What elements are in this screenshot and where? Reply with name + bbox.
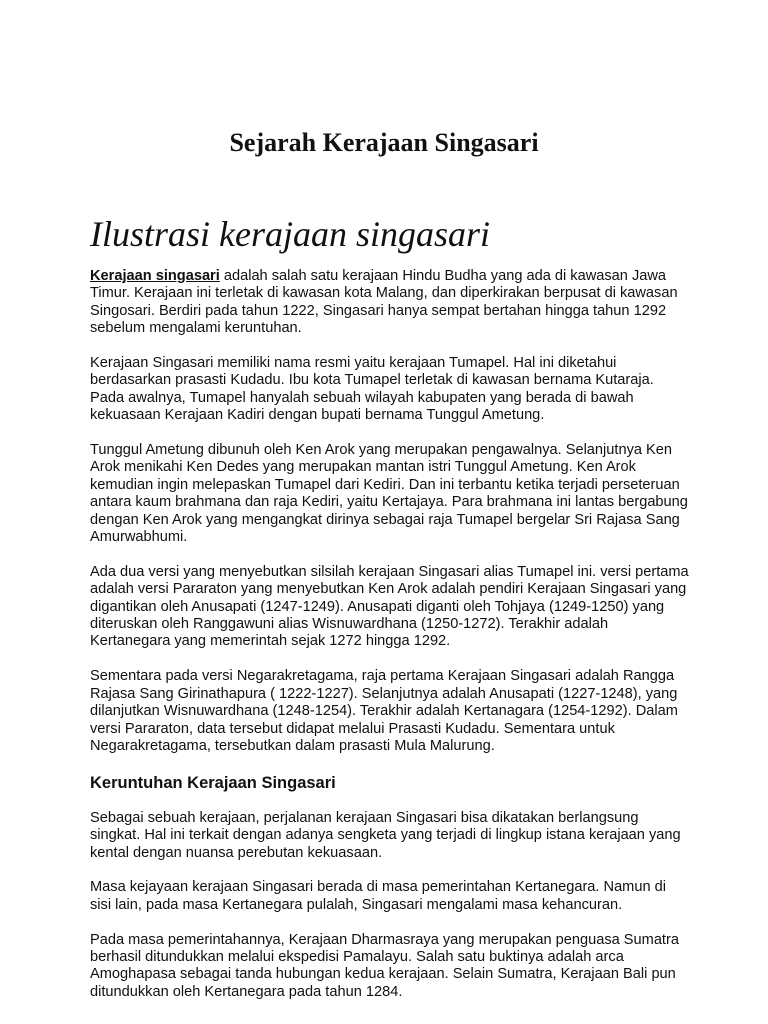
section-heading-keruntuhan: Keruntuhan Kerajaan Singasari [90, 773, 336, 792]
paragraph-pamalayu: Pada masa pemerintahannya, Kerajaan Dharmasraya yang merupakan penguasa Sumatra berhasil ditundukkan melalui ekspedisi Pamalayu. Salah satu buktinya adalah arca Amoghapasa sebagai tanda hubungan kedua kerajaan. Selain Sumatra, Kerajaan Bali pun ditundukkan oleh Kertanegara pada tahun 1284. [90, 931, 679, 1000]
document-body [90, 268, 690, 1019]
paragraph-sengketa: Sebagai sebuah kerajaan, perjalanan kerajaan Singasari bisa dikatakan berlangsung singkat. Hal ini terkait dengan adanya sengketa yang terjadi di lingkup istana kerajaan yang kental dengan nuansa perebutan kekuasaan. [90, 809, 681, 861]
paragraph-ken-arok: Tunggul Ametung dibunuh oleh Ken Arok yang merupakan pengawalnya. Selanjutnya Ken Arok menikahi Ken Dedes yang merupakan mantan istri Tunggul Ametung. Ken Arok kemudian ingin melepaskan Tumapel dari Kediri. Dan ini terbantu ketika terjadi perseteruan antara kaum brahmana dan raja Kediri, yaitu Kertajaya. Para brahmana ini lantas bergabung dengan Ken Arok yang mengangkat dirinya sebagai raja Tumapel bergelar Sri Rajasa Sang Amurwabhumi. [90, 442, 688, 546]
paragraph-intro-text: adalah salah satu kerajaan Hindu Budha yang ada di kawasan Jawa Timur. Kerajaan ini terletak di kawasan kota Malang, dan diperkirakan berpusat di kawasan Singosari. Berdiri pada tahun 1222, Singasari hanya sempat bertahan hingga tahun 1292 sebelum mengalami keruntuhan. [90, 268, 678, 337]
paragraph-kejayaan: Masa kejayaan kerajaan Singasari berada di masa pemerintahan Kertanegara. Namun di sisi lain, pada masa Kertanegara pulalah, Singasari mengalami masa kehancuran. [90, 879, 666, 913]
kerajaan-singasari-link[interactable]: Kerajaan singasari [90, 268, 220, 284]
paragraph-pararaton: Ada dua versi yang menyebutkan silsilah kerajaan Singasari alias Tumapel ini. versi pertama adalah versi Pararaton yang menyebutkan Ken Arok adalah pendiri Kerajaan Singasari yang digantikan oleh Anusapati (1247-1249). Anusapati diganti oleh Tohjaya (1249-1250) yang diteruskan oleh Ranggawuni alias Wisnuwardhana (1250-1272). Terakhir adalah Kertanegara yang memerintah sejak 1272 hingga 1292. [90, 563, 689, 650]
paragraph-intro [90, 268, 690, 338]
page-title: Sejarah Kerajaan Singasari [229, 128, 539, 157]
paragraph-negarakretagama: Sementara pada versi Negarakretagama, raja pertama Kerajaan Singasari adalah Rangga Rajasa Sang Girinathapura ( 1222-1227). Selanjutnya adalah Anusapati (1227-1248), yang dilanjutkan Wisnuwardhana (1248-1254). Terakhir adalah Kertanagara (1254-1292). Dalam versi Pararaton, data tersebut didapat melalui Prasasti Kudadu. Sementara untuk Negarakretagama, tersebutkan dalam prasasti Mula Malurung. [90, 668, 678, 754]
section-subtitle: Ilustrasi kerajaan singasari [90, 214, 491, 254]
paragraph-tumapel: Kerajaan Singasari memiliki nama resmi yaitu kerajaan Tumapel. Hal ini diketahui berdasarkan prasasti Kudadu. Ibu kota Tumapel terletak di kawasan bernama Kutaraja. Pada awalnya, Tumapel hanyalah sebuah wilayah kabupaten yang berada di bawah kekuasaan Kerajaan Kadiri dengan bupati bernama Tunggul Ametung. [90, 355, 654, 424]
